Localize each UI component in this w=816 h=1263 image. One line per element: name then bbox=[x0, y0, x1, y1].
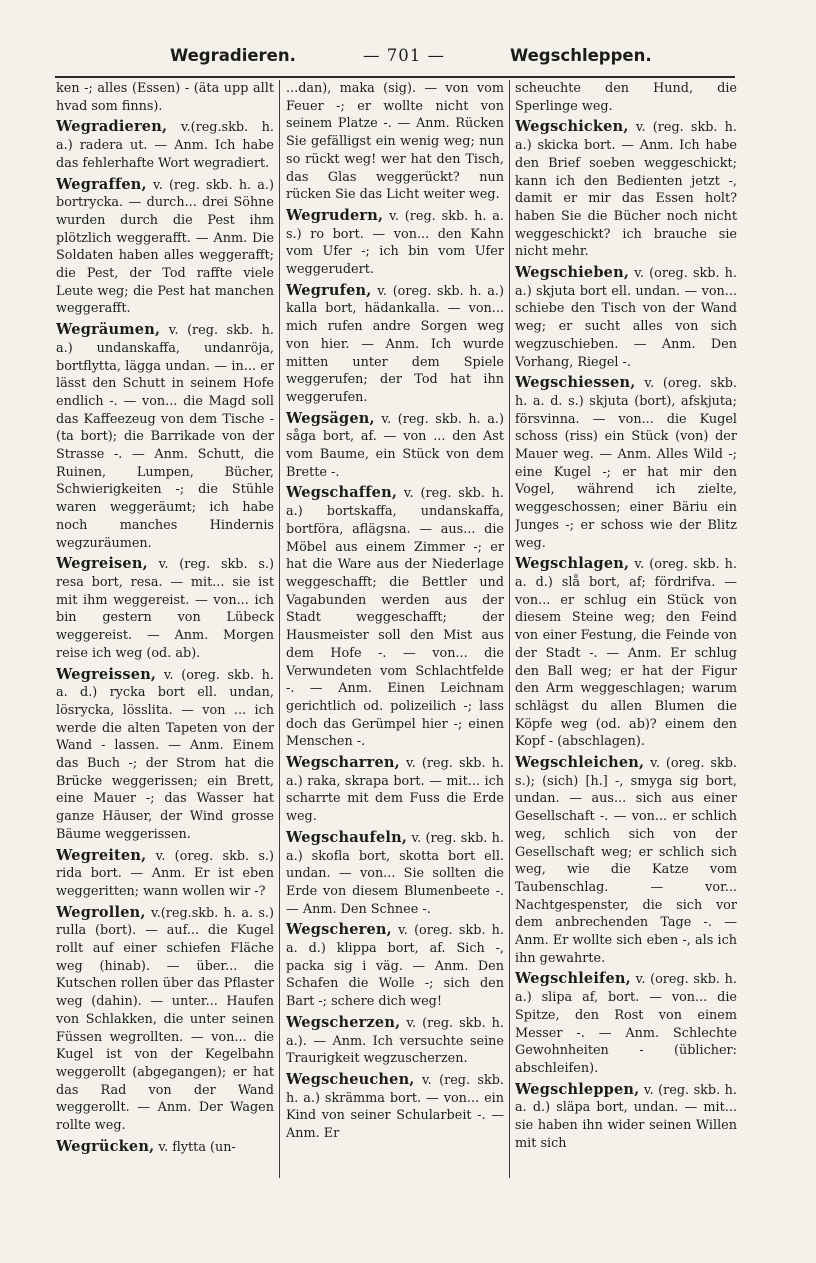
column-3 bbox=[515, 80, 737, 1180]
dictionary-entry bbox=[286, 921, 504, 1011]
column-2 bbox=[286, 80, 504, 1180]
dictionary-entry bbox=[286, 207, 504, 279]
dictionary-entry bbox=[515, 754, 737, 967]
header-left-word: Wegradieren. bbox=[170, 46, 296, 65]
dictionary-entry bbox=[56, 118, 274, 172]
dictionary-entry bbox=[515, 970, 737, 1077]
entry-headword: Wegraffen, bbox=[56, 175, 147, 193]
dictionary-entry bbox=[515, 118, 737, 261]
dictionary-entry bbox=[56, 847, 274, 901]
dictionary-entry bbox=[56, 176, 274, 319]
entry-text: v. (reg. skb. s.) resa bort, resa. — mit... sie ist mit ihm weggereist. — von... ich bin gestern von Lübeck weggereist. — Anm. Morgen reise ich weg (od. ab). bbox=[56, 557, 274, 661]
entry-headword: Wegreiten, bbox=[56, 846, 147, 864]
page-number: — 701 — bbox=[363, 46, 445, 65]
entry-headword: Wegreissen, bbox=[56, 665, 157, 683]
dictionary-entry bbox=[515, 264, 737, 371]
header-right-word: Wegschleppen. bbox=[510, 46, 652, 65]
entry-headword: Wegschleichen, bbox=[515, 754, 645, 772]
entry-headword: Wegrudern, bbox=[286, 206, 384, 224]
dictionary-entry bbox=[286, 1014, 504, 1068]
entry-headword: Wegrücken, bbox=[56, 1137, 155, 1155]
entry-text: v. (oreg. skb. h. a.) skjuta bort ell. undan. — von... schiebe den Tisch von der Wand weg; er sucht alles von sich wegzuschieben. — Anm. Den Vorhang, Riegel -. bbox=[515, 266, 737, 370]
entry-text: ...dan), maka (sig). — von vom Feuer -; er wollte nicht von seinem Platze -. — Anm. Rücken Sie gefälligst ein wenig weg; nun so rückt weg! wer hat den Tisch, das Glas weggerückt? nun rücken Sie das Licht weiter weg. bbox=[286, 81, 504, 203]
entry-text: v. (reg. skb. h. a.) såga bort, af. — von ... den Ast vom Baume, ein Stück von dem Brette -. bbox=[286, 411, 504, 480]
entry-headword: Wegscharren, bbox=[286, 754, 400, 772]
entry-headword: Wegschaffen, bbox=[286, 484, 398, 502]
entry-text: v. (oreg. skb. h. a. d.) slå bort, af; fördrifva. — von... er schlug ein Stück von diesem Steine weg; den Feind von einer Festung, die Feinde von der Stadt -. — Anm. Er schlug den Ball weg; er hat der Figur den Arm weggeschlagen; warum schlägst du allen Blumen die Köpfe weg (od. ab)? einem den Kopf - (abschlagen). bbox=[515, 557, 737, 750]
entry-text: v. (reg. skb. h. a.) raka, skrapa bort. — mit... ich scharrte mit dem Fuss die Erde weg. bbox=[286, 756, 504, 825]
entry-text: v. (oreg. skb. h. a. d. s.) skjuta (bort), afskjuta; försvinna. — von... die Kugel schoss (riss) ein Stück (von) der Mauer weg. — Anm. Alles Wild -; eine Kugel -; er hat mir den Vogel, während ich zielte, weggeschossen; einer Bäriu ein Junges -; er schoss wie der Blitz weg. bbox=[515, 376, 737, 551]
column-1 bbox=[56, 80, 274, 1180]
page-header bbox=[55, 40, 735, 78]
dictionary-entry bbox=[515, 374, 737, 552]
entry-text: v. (reg. skb. h. a.) bortskaffa, undanskaffa, bortföra, aflägsna. — aus... die Möbel aus einem Zimmer -; er hat die Ware aus der Niederlage weggeschafft; die Bettler und Vagabunden werden aus der Stadt weggeschafft; der Hausmeister soll den Mist aus dem Hofe -. — von... die Verwundeten vom Schlachtfelde -. — Anm. Einen Leichnam gerichtlich od. polizeilich -; lass doch das Gerümpel hier -; einen Menschen -. bbox=[286, 486, 504, 750]
dictionary-entry bbox=[286, 282, 504, 407]
entry-text: v. (reg. skb. h. a.) skrämma bort. — von... ein Kind von seiner Schularbeit -. — Anm. Er bbox=[286, 1072, 504, 1142]
entry-text: ken -; alles (Essen) - (äta upp allt hvad som finns). bbox=[56, 81, 274, 114]
dictionary-entry bbox=[515, 1081, 737, 1153]
dictionary-entry bbox=[56, 1138, 274, 1157]
entry-headword: Wegreisen, bbox=[56, 555, 148, 573]
dictionary-entry bbox=[515, 555, 737, 751]
dictionary-entry bbox=[286, 484, 504, 751]
dictionary-entry bbox=[56, 321, 274, 552]
entry-headword: Wegscheren, bbox=[286, 921, 392, 939]
entry-text: v. (oreg. skb. h. a.) slipa af, bort. — von... die Spitze, den Rost von einem Messer -. — Anm. Schlechte Gewohnheiten - (üblicher: abschleifen). bbox=[515, 972, 737, 1076]
entry-headword: Wegschleppen, bbox=[515, 1080, 640, 1098]
entry-headword: Wegschlagen, bbox=[515, 555, 630, 573]
entry-headword: Wegrufen, bbox=[286, 281, 372, 299]
entry-text: scheuchte den Hund, die Sperlinge weg. bbox=[515, 81, 737, 114]
dictionary-entry bbox=[286, 410, 504, 482]
entry-headword: Wegscheuchen, bbox=[286, 1070, 415, 1088]
dictionary-entry bbox=[286, 1071, 504, 1143]
dictionary-entry bbox=[286, 754, 504, 826]
entry-text: v. (oreg. skb. h. a. d.) klippa bort, af. Sich -, packa sig i väg. — Anm. Den Schafen die Wolle -; sich den Bart -; schere dich weg! bbox=[286, 923, 504, 1010]
entry-text: v. flytta (un- bbox=[158, 1139, 236, 1155]
entry-text: v. (reg. skb. h. a.) bortrycka. — durch... drei Söhne wurden durch die Pest ihm plötzlich weggerafft. — Anm. Die Soldaten haben alles weggerafft; die Pest, der Tod raffte viele Leute weg; die Pest hat manchen weggerafft. bbox=[56, 177, 274, 317]
entry-text: v. (reg. skb. h. a.) skicka bort. — Anm. Ich habe den Brief soeben weggeschickt; kann ich den Bedienten jetzt -, damit er mir das Essen holt? haben Sie die Bücher noch nicht weggeschickt? ich brauche sie nicht mehr. bbox=[515, 120, 737, 260]
entry-text: v.(reg.skb. h. a.) radera ut. — Anm. Ich habe das fehlerhafte Wort wegradiert. bbox=[56, 120, 274, 171]
dictionary-entry bbox=[286, 829, 504, 919]
column-divider bbox=[509, 80, 510, 1178]
entry-headword: Wegschleifen, bbox=[515, 970, 631, 988]
entry-headword: Wegräumen, bbox=[56, 321, 161, 339]
entry-text: v. (reg. skb. h. a.) skofla bort, skotta bort ell. undan. — von... Sie sollten die Erde von diesem Blumenbeete -. — Anm. Den Schnee -. bbox=[286, 830, 504, 917]
entry-headword: Wegschicken, bbox=[515, 118, 629, 136]
entry-text: v. (oreg. skb. h. a. d.) rycka bort ell. undan, lösrycka, lösslita. — von ... ich werde die alten Tapeten von der Wand - lassen. — Anm. Einem das Buch -; der Strom hat die Brücke weggerissen; ein Brett, eine Mauer -; das Wasser hat ganze Häuser, der Wind grosse Bäume weggerissen. bbox=[56, 667, 274, 842]
entry-headword: Wegschieben, bbox=[515, 264, 630, 282]
dictionary-entry bbox=[56, 904, 274, 1135]
entry-text: v. (reg. skb. h. a. d.) släpa bort, undan. — mit... sie haben ihn wider seinen Willen mit sich bbox=[515, 1082, 737, 1151]
entry-continuation bbox=[286, 80, 504, 204]
entry-continuation bbox=[56, 80, 274, 115]
entry-text: v. (reg. skb. h. a. s.) ro bort. — von... den Kahn vom Ufer -; ich bin vom Ufer weggerudert. bbox=[286, 208, 504, 278]
entry-text: v.(reg.skb. h. a. s.) rulla (bort). — auf... die Kugel rollt auf einer schiefen Fläche weg (hinab). — über... die Kutschen rollen über das Pflaster weg (dahin). — unter... Haufen von Schlakken, die unter seinen Füssen wegrollten. — von... die Kugel ist von der Kegelbahn weggerollt (abgegangen); er hat das Rad von der Wand weggerollt. — Anm. Der Wagen rollte weg. bbox=[56, 905, 274, 1134]
dictionary-entry bbox=[56, 666, 274, 844]
dictionary-entry bbox=[56, 555, 274, 662]
entry-text: v. (reg. skb. h. a.). — Anm. Ich versuchte seine Traurigkeit wegzuscherzen. bbox=[286, 1015, 504, 1067]
entry-headword: Wegschiessen, bbox=[515, 374, 636, 392]
entry-headword: Wegschaufeln, bbox=[286, 828, 408, 846]
entry-continuation bbox=[515, 80, 737, 115]
entry-headword: Wegrollen, bbox=[56, 903, 146, 921]
entry-text: v. (oreg. skb. s.); (sich) [h.] -, smyga sig bort, undan. — aus... sich aus einer Gesellschaft -. — von... er schlich weg, schlich sich von der Gesellschaft weg; er schlich sich weg, wie die Katze vom Taubenschlag. — vor... Nachtgespenster, die sich vor dem anbrechenden Tage -. — Anm. Er wollte sich eben -, als ich ihn gewahrte. bbox=[515, 756, 737, 966]
entry-text: v. (oreg. skb. s.) rida bort. — Anm. Er ist eben weggeritten; wann wollen wir -? bbox=[56, 848, 274, 899]
entry-text: v. (oreg. skb. h. a.) kalla bort, hädankalla. — von... mich rufen andre Sorgen weg von hier. — Anm. Ich wurde mitten unter dem Spiele weggerufen; der Tod hat ihn weggerufen. bbox=[286, 283, 504, 405]
column-divider bbox=[279, 80, 280, 1178]
entry-headword: Wegsägen, bbox=[286, 409, 375, 427]
entry-headword: Wegradieren, bbox=[56, 118, 168, 136]
entry-text: v. (reg. skb. h. a.) undanskaffa, undanröja, bortflytta, lägga undan. — in... er lässt den Schutt in seinem Hofe endlich -. — von... die Magd soll das Kaffeezeug von dem Tische - (ta bort); die Barrikade von der Strasse -. — Anm. Schutt, die Ruinen, Lumpen, Bücher, Schwierigkeiten -; die Stühle waren weggeräumt; ich habe noch manches Hindernis wegzuräumen. bbox=[56, 323, 274, 551]
entry-headword: Wegscherzen, bbox=[286, 1013, 401, 1031]
